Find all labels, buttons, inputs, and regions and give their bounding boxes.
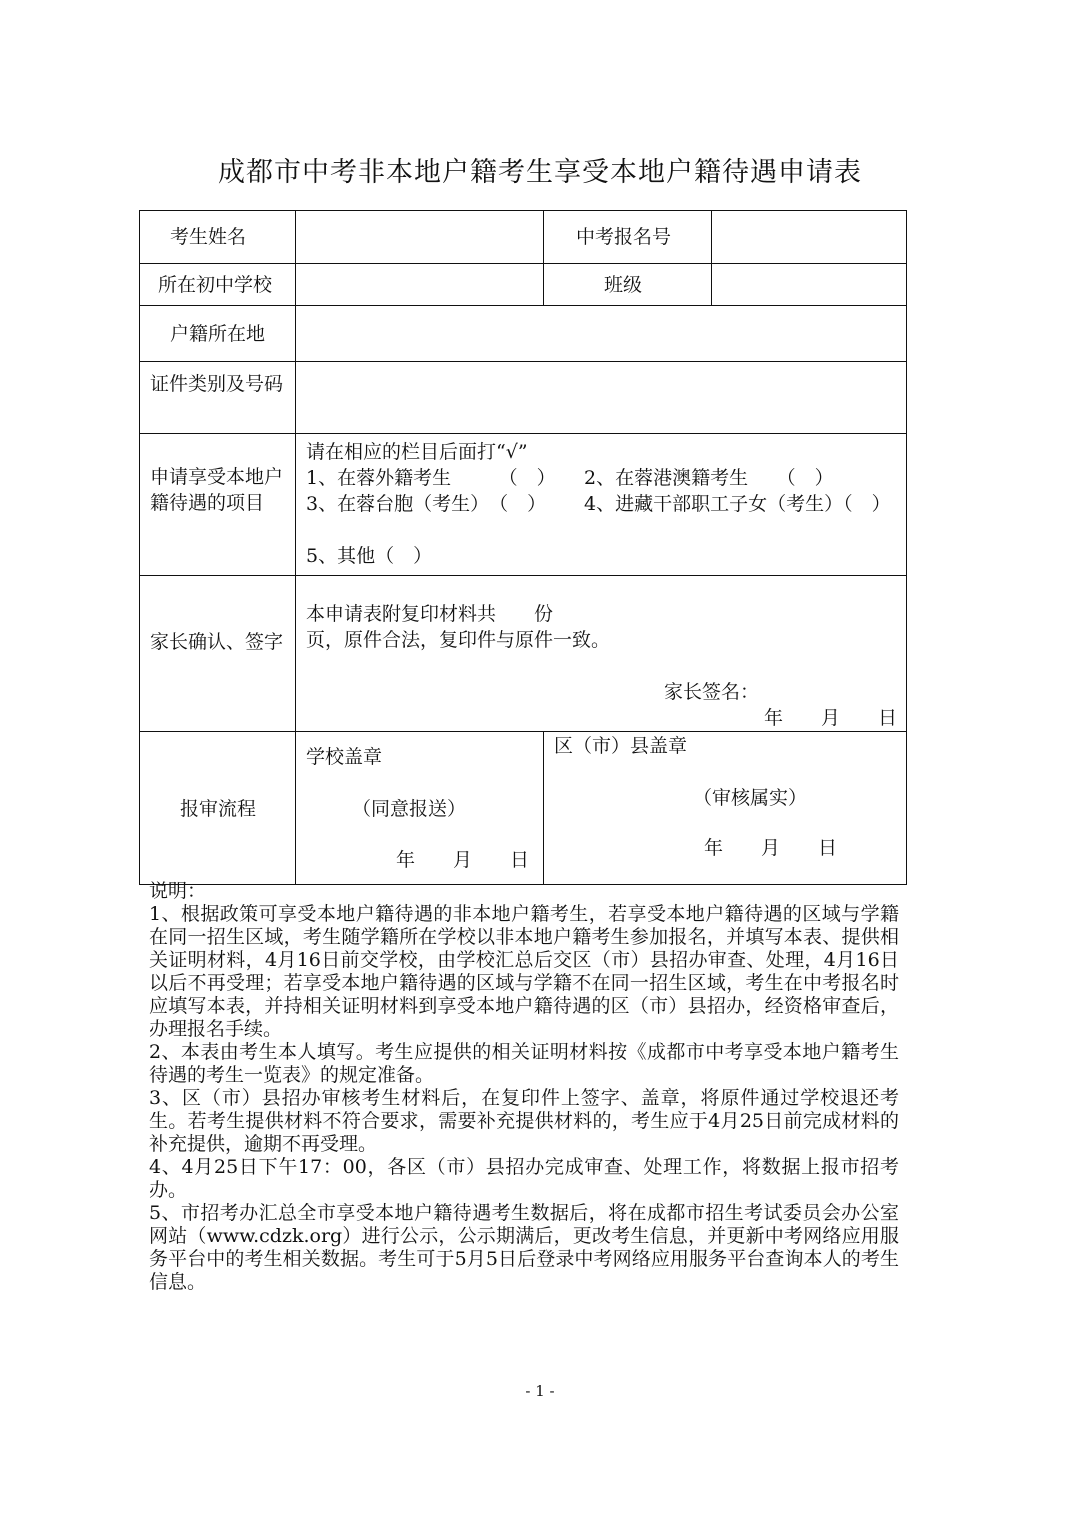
application-form [139,210,907,885]
district-stamp-date[interactable]: 年 月 日 [704,837,838,859]
column-divider [543,211,544,305]
school-label: 所在初中学校 [158,274,273,296]
process-label: 报审流程 [180,798,257,820]
row-divider [140,433,906,434]
school-stamp-label: 学校盖章 [306,746,383,768]
student-name-field[interactable] [297,213,541,261]
class-field[interactable] [713,265,904,303]
note-item: 2、本表由考生本人填写。考生应提供的相关证明材料按《成都市中考享受本地户籍考生待遇的考生一览表》的规定准备。 [149,1041,899,1086]
district-stamp-label: 区（市）县盖章 [554,735,688,757]
page-number: - 1 - [525,1382,555,1400]
row-divider [140,263,906,264]
registration-no-field[interactable] [713,213,904,261]
school-field[interactable] [297,265,541,303]
parent-text-copies: 本申请表附复印材料共 份 [306,603,554,625]
apply-item-label: 申请享受本地户籍待遇的项目 [150,466,284,514]
row-divider [140,731,906,732]
student-name-label: 考生姓名 [170,226,247,248]
id-number-field[interactable] [297,363,904,431]
option-taiwan[interactable]: 3、在蓉台胞（考生） （ ） [306,493,547,515]
school-stamp-note: （同意报送） [352,798,467,820]
option-foreign[interactable]: 1、在蓉外籍考生 （ ） [306,467,556,489]
id-type-label: 证件类别及号码 [150,373,284,395]
parent-signature-label[interactable]: 家长签名： [664,681,760,703]
hukou-label: 户籍所在地 [170,323,266,345]
class-label: 班级 [604,274,643,296]
school-stamp-date[interactable]: 年 月 日 [396,849,530,871]
note-item: 3、区（市）县招办审核考生材料后，在复印件上签字、盖章，将原件通过学校退还考生。若考生提供材料不符合要求，需要补充提供材料的，考生应于4月25日前完成材料的补充提供，逾期不再受理。 [149,1087,899,1155]
parent-date[interactable]: 年 月 日 [764,707,898,729]
parent-label: 家长确认、签字 [150,631,284,653]
column-divider [295,211,296,884]
option-hk-macao[interactable]: 2、在蓉港澳籍考生 （ ） [584,467,834,489]
option-other[interactable]: 5、其他（ ） [306,545,433,567]
hukou-field[interactable] [297,307,904,359]
row-divider [140,305,906,306]
column-divider [543,731,544,884]
apply-instruction: 请在相应的栏目后面打“√” [306,441,528,463]
row-divider [140,575,906,576]
registration-no-label: 中考报名号 [576,226,672,248]
district-stamp-note: （审核属实） [693,787,808,809]
column-divider [711,211,712,305]
option-tibet-cadre[interactable]: 4、进藏干部职工子女（考生）（ ） [584,493,891,515]
note-item: 1、根据政策可享受本地户籍待遇的非本地户籍考生，若享受本地户籍待遇的区域与学籍在同一招生区域，考生随学籍所在学校以非本地户籍考生参加报名，并填写本表、提供相关证明材料，4月16日前交学校，由学校汇总后交区（市）县招办审查、处理，4月16日以后不再受理；若享受本地户籍待遇的区域与学籍不在同一招生区域，考生在中考报名时应填写本表，并持相关证明材料到享受本地户籍待遇的区（市）县招办，经资格审查后，办理报名手续。 [149,903,899,1040]
row-divider [140,361,906,362]
notes-section [149,880,899,1294]
note-item: 4、4月25日下午17：00，各区（市）县招办完成审查、处理工作，将数据上报市招考办。 [149,1156,899,1201]
notes-heading: 说明： [149,880,207,902]
note-item: 5、市招考办汇总全市享受本地户籍待遇考生数据后，将在成都市招生考试委员会办公室网站（www.cdzk.org）进行公示，公示期满后，更改考生信息，并更新中考网络应用服务平台中的考生相关数据。考生可于5月5日后登录中考网络应用服务平台查询本人的考生信息。 [149,1202,899,1293]
form-title: 成都市中考非本地户籍考生享受本地户籍待遇申请表 [218,157,862,188]
parent-text-statement: 页，原件合法，复印件与原件一致。 [306,629,611,651]
